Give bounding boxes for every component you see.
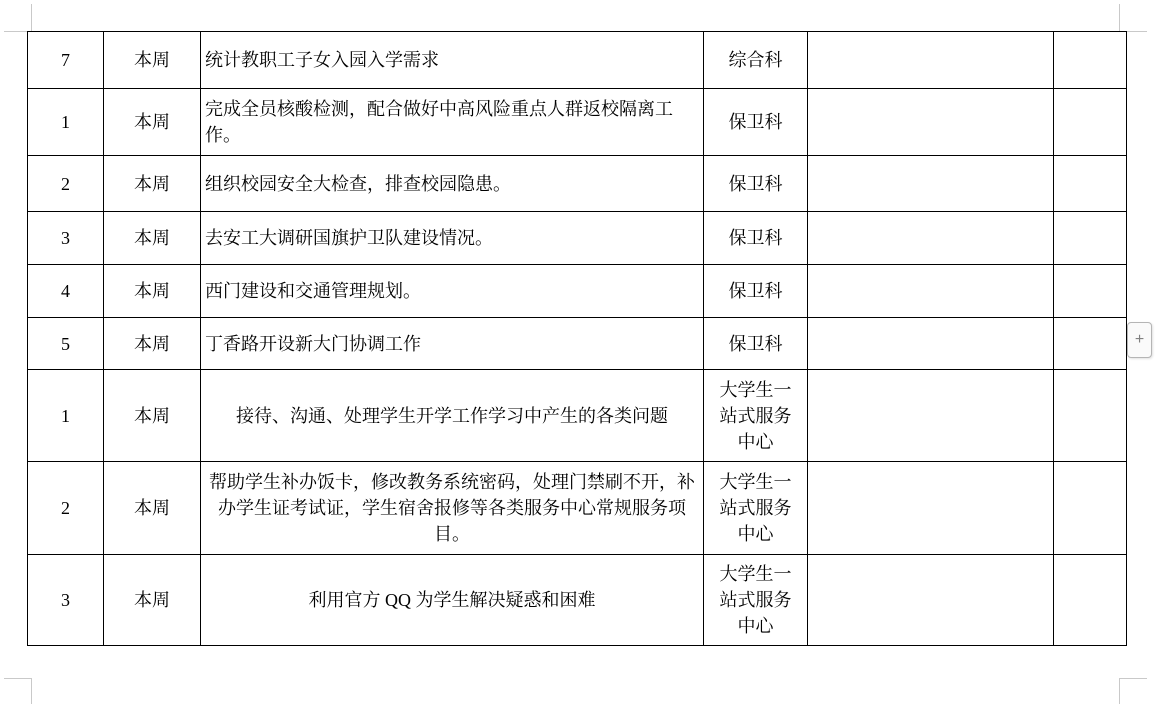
task-text: 接待、沟通、处理学生开学工作学习中产生的各类问题 [236, 405, 668, 426]
crop-mark-bottom-left-v [31, 678, 32, 704]
serial-cell[interactable] [28, 156, 104, 212]
period-label: 本周 [134, 112, 170, 132]
department-label: 保卫科 [728, 228, 783, 248]
empty-cell[interactable] [1054, 265, 1127, 318]
serial-cell[interactable] [28, 265, 104, 318]
department-label: 大学生一站式服务中心 [719, 564, 792, 636]
task-text: 组织校园安全大检查，排查校园隐患。 [205, 173, 511, 194]
task-text: 丁香路开设新大门协调工作 [205, 333, 421, 354]
period-cell[interactable] [104, 265, 201, 318]
table-row [28, 32, 1127, 89]
crop-mark-bottom-right-v [1119, 678, 1120, 704]
empty-cell[interactable] [808, 156, 1054, 212]
table-row [28, 156, 1127, 212]
department-label: 综合科 [728, 50, 783, 70]
task-text: 西门建设和交通管理规划。 [205, 281, 421, 301]
period-cell[interactable] [104, 318, 201, 370]
department-label: 保卫科 [728, 173, 783, 194]
empty-cell[interactable] [1054, 156, 1127, 212]
department-cell[interactable] [704, 555, 808, 646]
task-text: 完成全员核酸检测，配合做好中高风险重点人群返校隔离工作。 [205, 99, 673, 145]
task-text: 统计教职工子女入园入学需求 [205, 50, 439, 70]
task-cell[interactable] [201, 555, 704, 646]
serial-cell[interactable] [28, 555, 104, 646]
crop-mark-bottom-right-h [1119, 678, 1147, 679]
weekly-task-table [27, 31, 1127, 646]
serial-cell[interactable] [28, 89, 104, 156]
period-cell[interactable] [104, 156, 201, 212]
task-text: 去安工大调研国旗护卫队建设情况。 [205, 228, 493, 248]
task-cell[interactable] [201, 265, 704, 318]
table-row [28, 212, 1127, 265]
empty-cell[interactable] [1054, 370, 1127, 462]
period-label: 本周 [134, 228, 170, 248]
period-label: 本周 [134, 50, 170, 70]
period-label: 本周 [134, 590, 170, 610]
department-cell[interactable] [704, 89, 808, 156]
period-label: 本周 [134, 498, 170, 518]
empty-cell[interactable] [808, 555, 1054, 646]
empty-cell[interactable] [808, 462, 1054, 555]
task-cell[interactable] [201, 89, 704, 156]
task-cell[interactable] [201, 462, 704, 555]
department-cell[interactable] [704, 156, 808, 212]
empty-cell[interactable] [808, 32, 1054, 89]
department-cell[interactable] [704, 462, 808, 555]
serial-cell[interactable] [28, 462, 104, 555]
task-text: 利用官方 QQ 为学生解决疑惑和困难 [308, 590, 596, 610]
crop-mark-top-left-v [31, 4, 32, 31]
period-cell[interactable] [104, 212, 201, 265]
empty-cell[interactable] [1054, 555, 1127, 646]
empty-cell[interactable] [808, 318, 1054, 370]
department-cell[interactable] [704, 265, 808, 318]
department-label: 大学生一站式服务中心 [719, 472, 792, 544]
empty-cell[interactable] [1054, 318, 1127, 370]
table-row [28, 318, 1127, 370]
table-row [28, 370, 1127, 462]
serial-number: 1 [61, 112, 70, 132]
empty-cell[interactable] [808, 89, 1054, 156]
serial-number: 3 [61, 228, 70, 248]
plus-icon: + [1134, 331, 1145, 348]
period-label: 本周 [134, 405, 170, 426]
department-label: 大学生一站式服务中心 [719, 379, 792, 452]
period-cell[interactable] [104, 370, 201, 462]
period-cell[interactable] [104, 555, 201, 646]
task-cell[interactable] [201, 212, 704, 265]
task-text: 帮助学生补办饭卡，修改教务系统密码，处理门禁刷不开，补办学生证考试证，学生宿舍报修等各类服务中心常规服务项目。 [209, 472, 695, 544]
task-cell[interactable] [201, 32, 704, 89]
period-label: 本周 [134, 333, 170, 354]
department-label: 保卫科 [728, 281, 783, 301]
empty-cell[interactable] [808, 265, 1054, 318]
task-cell[interactable] [201, 156, 704, 212]
empty-cell[interactable] [1054, 32, 1127, 89]
table-row [28, 555, 1127, 646]
serial-cell[interactable] [28, 212, 104, 265]
department-label: 保卫科 [728, 112, 783, 132]
empty-cell[interactable] [808, 370, 1054, 462]
serial-number: 5 [61, 333, 70, 354]
department-cell[interactable] [704, 32, 808, 89]
table-row [28, 89, 1127, 156]
serial-cell[interactable] [28, 318, 104, 370]
empty-cell[interactable] [808, 212, 1054, 265]
serial-number: 2 [61, 498, 70, 518]
empty-cell[interactable] [1054, 462, 1127, 555]
serial-number: 2 [61, 173, 70, 194]
crop-mark-bottom-left-h [4, 678, 31, 679]
serial-number: 7 [61, 50, 70, 70]
table-row [28, 265, 1127, 318]
table-row [28, 462, 1127, 555]
empty-cell[interactable] [1054, 89, 1127, 156]
period-cell[interactable] [104, 462, 201, 555]
serial-number: 1 [61, 405, 70, 426]
empty-cell[interactable] [1054, 212, 1127, 265]
period-cell[interactable] [104, 32, 201, 89]
department-cell[interactable] [704, 318, 808, 370]
serial-cell[interactable] [28, 32, 104, 89]
task-cell[interactable] [201, 318, 704, 370]
department-cell[interactable] [704, 370, 808, 462]
department-cell[interactable] [704, 212, 808, 265]
serial-number: 3 [61, 590, 70, 610]
department-label: 保卫科 [728, 333, 783, 354]
task-cell[interactable] [201, 370, 704, 462]
period-cell[interactable] [104, 89, 201, 156]
serial-cell[interactable] [28, 370, 104, 462]
period-label: 本周 [134, 173, 170, 194]
serial-number: 4 [61, 281, 70, 301]
period-label: 本周 [134, 281, 170, 301]
add-button[interactable] [1127, 322, 1152, 358]
crop-mark-top-right-v [1119, 4, 1120, 31]
